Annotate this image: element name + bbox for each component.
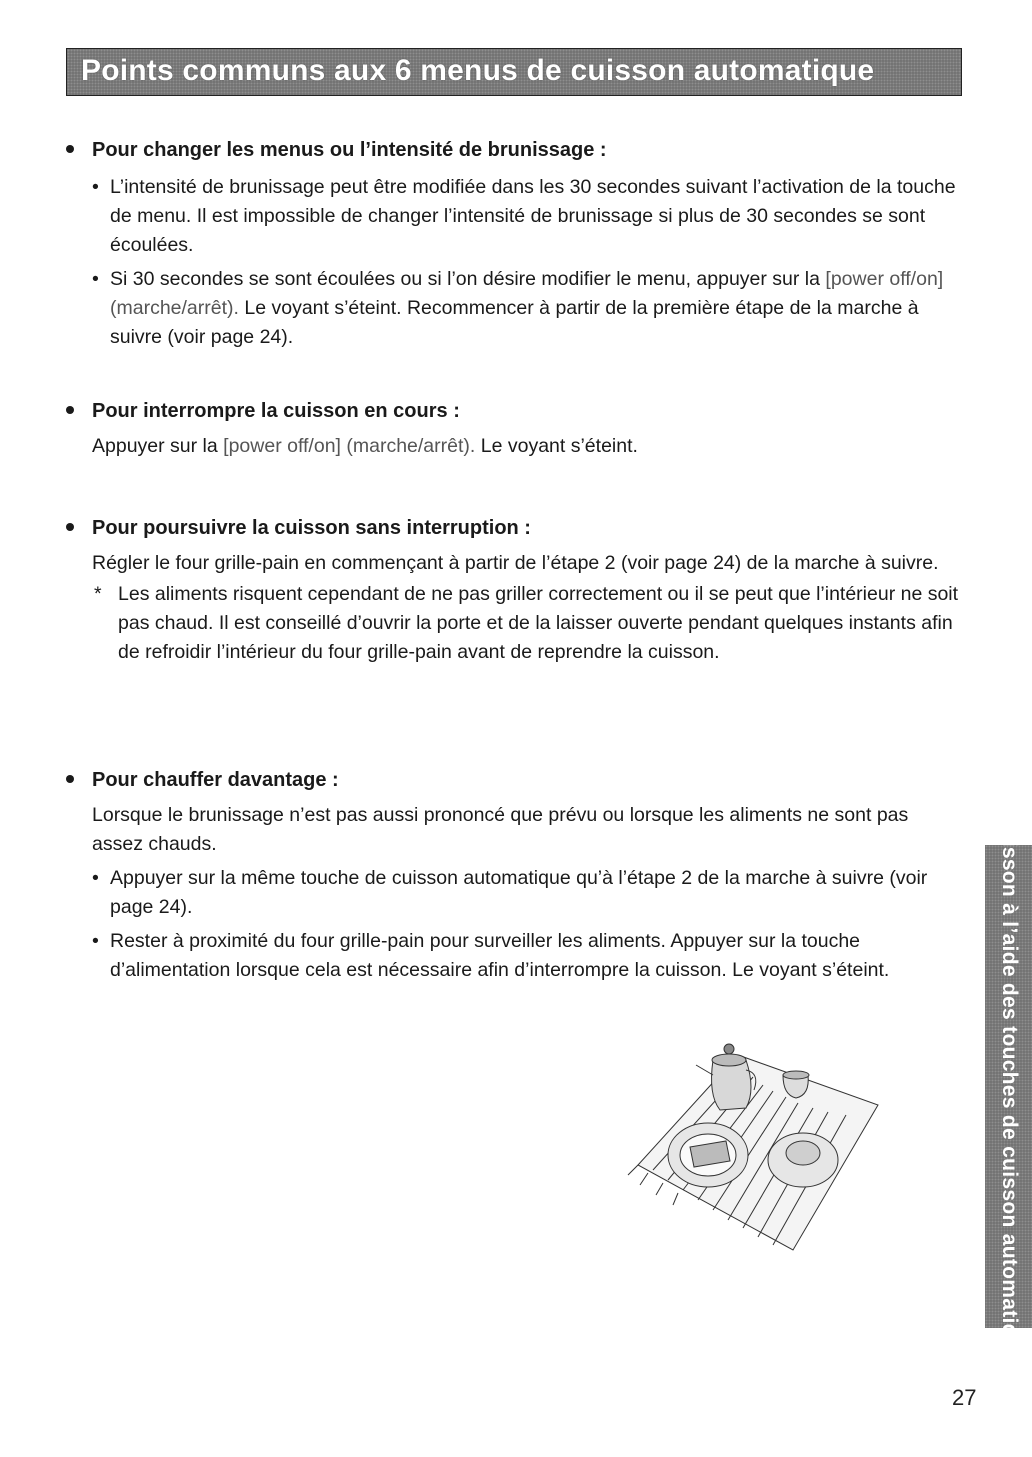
section-heading: Pour changer les menus ou l’intensité de brunissage :: [62, 136, 962, 164]
section-heading: Pour chauffer davantage :: [62, 766, 962, 794]
list-item: • Rester à proximité du four grille-pain pour surveiller les aliments. Appuyer sur la touche d’alimentation lorsque cela est nécessaire afin d’interrompre la cuisson. Le voyant s’éteint.: [62, 927, 962, 985]
section-heading: Pour interrompre la cuisson en cours :: [62, 397, 962, 425]
bullet-mark: •: [92, 176, 99, 198]
chapter-side-label: Cuisson à l’aide des touches de cuisson automatique: [997, 811, 1021, 1362]
bullet-mark: •: [92, 867, 99, 889]
page-number: 27: [952, 1385, 977, 1410]
section-continue: [62, 514, 962, 667]
paragraph: Régler le four grille-pain en commençant à partir de l’étape 2 (voir page 24) de la marche à suivre.: [92, 552, 939, 574]
section-change-menu: [62, 136, 962, 352]
tea-set-illustration: [618, 1015, 888, 1255]
power-key-label: [power off/on] (marche/arrêt).: [223, 435, 476, 457]
chapter-side-tab: [985, 811, 1032, 1362]
page-title: Points communs aux 6 menus de cuisson automatique: [81, 54, 875, 87]
list-item: • L’intensité de brunissage peut être modifiée dans les 30 secondes suivant l’activation de la touche de menu. Il est impossible de changer l’intensité de brunissage si plus de 30 secondes se sont écoulées.: [62, 173, 962, 260]
page-title-banner: [66, 48, 962, 96]
list-item: • Si 30 secondes se sont écoulées ou si l’on désire modifier le menu, appuyer sur la [power off/on] (marche/arrêt). Le voyant s’éteint. Recommencer à partir de la première étape de la marche à suivre (voir page 24).: [62, 265, 962, 352]
section-interrupt: [62, 397, 962, 461]
paragraph: Lorsque le brunissage n’est pas aussi prononcé que prévu ou lorsque les aliments ne sont pas assez chauds.: [92, 804, 909, 855]
section-heading: Pour poursuivre la cuisson sans interruption :: [62, 514, 962, 542]
paragraph: Appuyer sur la [power off/on] (marche/arrêt). Le voyant s’éteint.: [92, 435, 638, 457]
bullet-mark: •: [92, 930, 99, 952]
power-key-label: [power off/on] (marche/arrêt).: [110, 268, 944, 319]
section-heat-more: [62, 766, 962, 985]
note-asterisk: *: [94, 583, 102, 605]
list-item: • Appuyer sur la même touche de cuisson automatique qu’à l’étape 2 de la marche à suivre (voir page 24).: [62, 864, 962, 922]
note: * Les aliments risquent cependant de ne pas griller correctement ou il se peut que l’intérieur ne soit pas chaud. Il est conseillé d’ouvrir la porte et de la laisser ouverte pendant quelques instants afin de refroidir l’intérieur du four grille-pain avant de reprendre la cuisson.: [62, 580, 962, 667]
bullet-mark: •: [92, 268, 99, 290]
